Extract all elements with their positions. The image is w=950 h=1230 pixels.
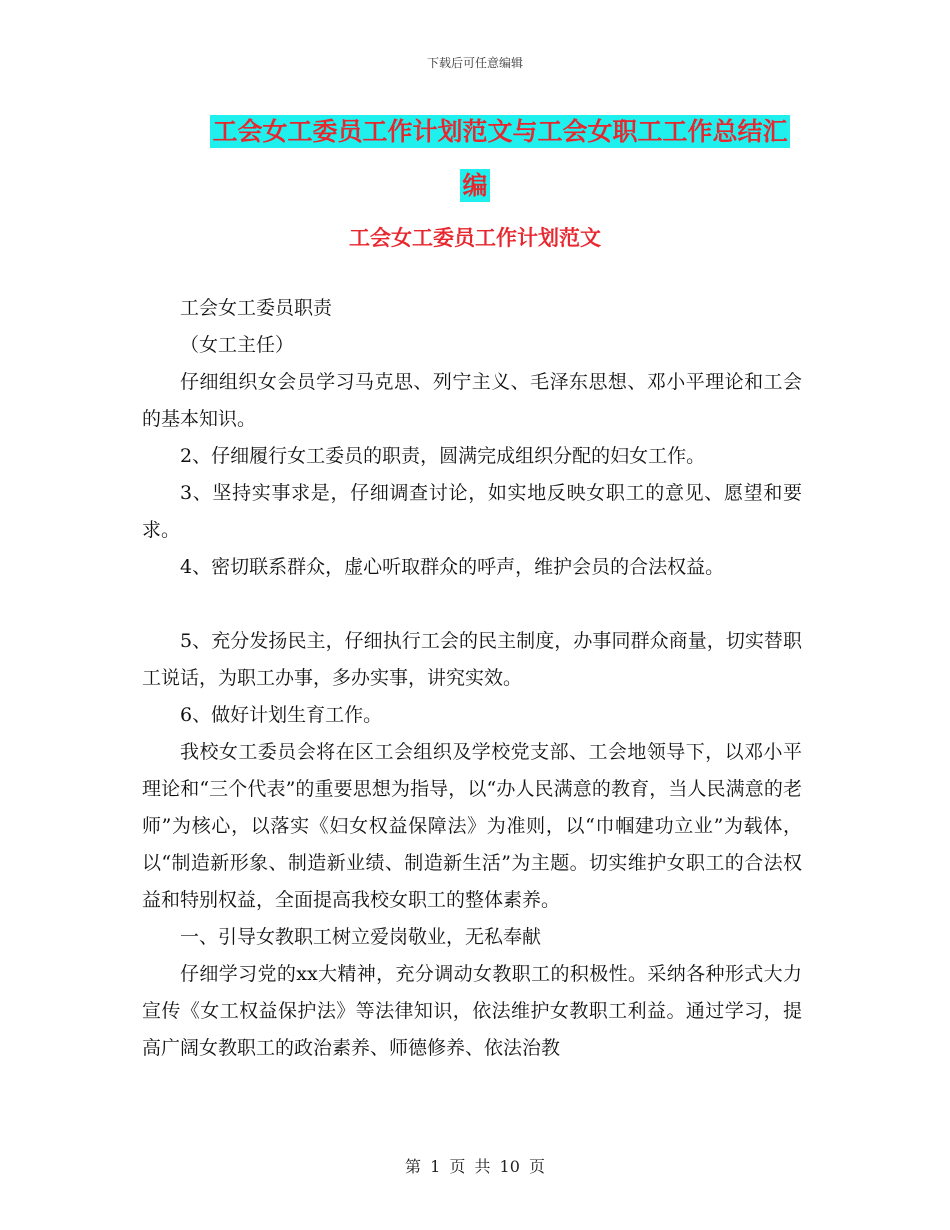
paragraph: 2、仔细履行女工委员的职责，圆满完成组织分配的妇女工作。 bbox=[180, 445, 706, 467]
paragraph: 3、坚持实事求是，仔细调查讨论，如实地反映女职工的意见、愿望和要求。 bbox=[142, 482, 802, 541]
paragraph: 一、引导女教职工树立爱岗敬业，无私奉献 bbox=[180, 926, 542, 948]
paragraph: 仔细学习党的xx大精神，充分调动女教职工的积极性。采纳各种形式大力宣传《女工权益保护法》等法律知识，依法维护女教职工利益。通过学习，提高广阔女教职工的政治素养、师德修养、依法治教 bbox=[142, 963, 802, 1059]
paragraph: 6、做好计划生育工作。 bbox=[180, 704, 383, 726]
paragraph: 5、充分发扬民主，仔细执行工会的民主制度，办事同群众商量，切实替职工说话，为职工办事，多办实事，讲究实效。 bbox=[142, 630, 802, 689]
paragraph: 工会女工委员职责 bbox=[180, 297, 333, 319]
paragraph: 仔细组织女会员学习马克思、列宁主义、毛泽东思想、邓小平理论和工会的基本知识。 bbox=[142, 371, 802, 430]
section-title: 工会女工委员工作计划范文 bbox=[349, 226, 601, 250]
document-title bbox=[0, 108, 950, 210]
title-line-2: 编 bbox=[462, 171, 488, 200]
paragraph: 我校女工委员会将在区工会组织及学校党支部、工会地领导下，以邓小平理论和“三个代表”的重要思想为指导，以“办人民满意的教育，当人民满意的老师”为核心，以落实《妇女权益保障法》为准则，以“巾帼建功立业”为载体，以“制造新形象、制造新业绩、制造新生活”为主题。切实维护女职工的合法权益和特别权益，全面提高我校女职工的整体素养。 bbox=[142, 741, 802, 911]
page-number: 第 1 页 共 10 页 bbox=[405, 1157, 545, 1176]
header-note: 下载后可任意编辑 bbox=[426, 56, 523, 70]
paragraph: 4、密切联系群众，虚心听取群众的呼声，维护会员的合法权益。 bbox=[180, 556, 725, 578]
title-line-1: 工会女工委员工作计划范文与工会女职工工作总结汇 bbox=[212, 117, 788, 146]
paragraph: （女工主任） bbox=[180, 334, 295, 356]
document-body bbox=[142, 290, 802, 1067]
